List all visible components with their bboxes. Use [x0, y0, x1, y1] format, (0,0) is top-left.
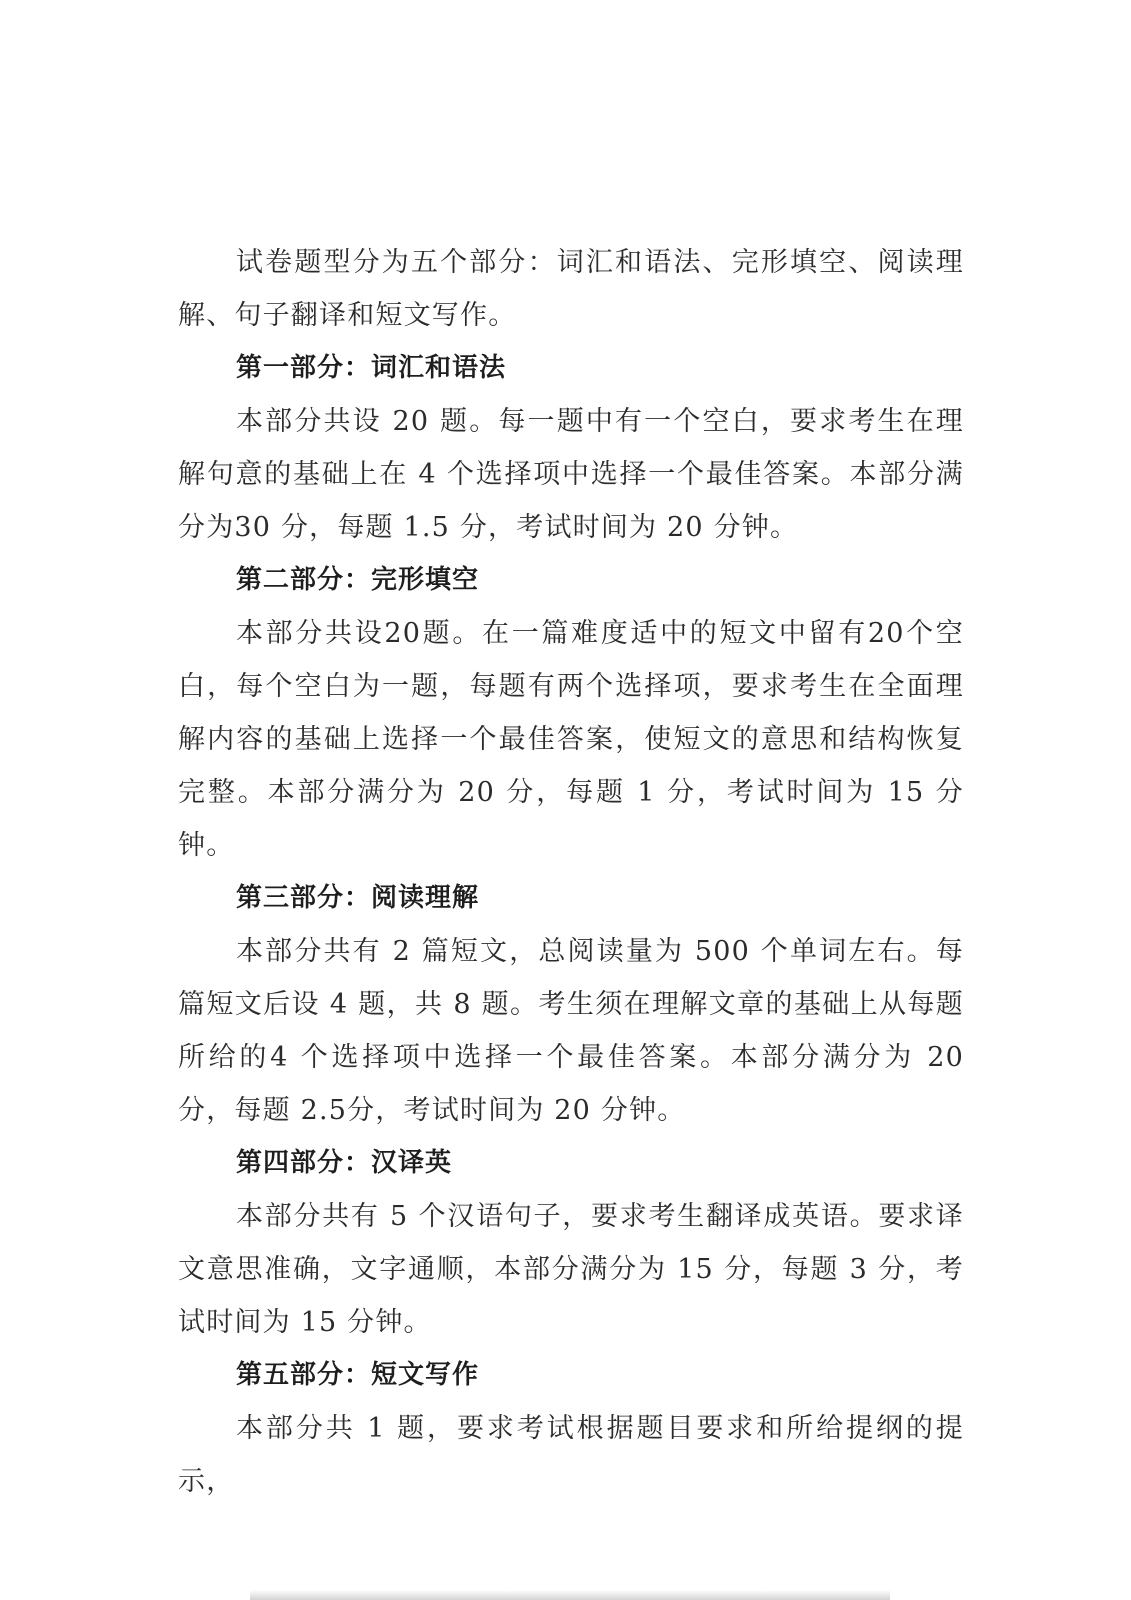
section-heading-5: 第五部分：短文写作: [236, 1360, 480, 1390]
intro-paragraph: 试卷题型分为五个部分：词汇和语法、完形填空、阅读理解、句子翻译和短文写作。: [178, 247, 964, 331]
section-body-3: 本部分共有 2 篇短文，总阅读量为 500 个单词左右。每篇短文后设 4 题，共 8 题。考生须在理解文章的基础上从每题所给的4 个选择项中选择一个最佳答案。本部分满分为 20 分，每题 2.5分，考试时间为 20 分钟。: [178, 936, 964, 1126]
section-heading-4: 第四部分：汉译英: [236, 1148, 453, 1178]
section-heading-3: 第三部分：阅读理解: [236, 883, 480, 913]
section-body-1: 本部分共设 20 题。每一题中有一个空白，要求考生在理解句意的基础上在 4 个选择项中选择一个最佳答案。本部分满分为30 分，每题 1.5 分，考试时间为 20 分钟。: [178, 406, 964, 543]
section-heading-1: 第一部分：词汇和语法: [236, 353, 507, 383]
next-page-bleed: [250, 1590, 890, 1600]
section-body-5: 本部分共 1 题，要求考试根据题目要求和所给提纲的提示，: [178, 1413, 964, 1497]
section-heading-2: 第二部分：完形填空: [236, 565, 480, 595]
section-body-2: 本部分共设20题。在一篇难度适中的短文中留有20个空白，每个空白为一题，每题有两个选择项，要求考生在全面理解内容的基础上选择一个最佳答案，使短文的意思和结构恢复完整。本部分满分为 20 分，每题 1 分，考试时间为 15 分钟。: [178, 618, 964, 861]
document-body: [178, 236, 964, 1508]
section-body-4: 本部分共有 5 个汉语句子，要求考生翻译成英语。要求译文意思准确，文字通顺，本部分满分为 15 分，每题 3 分，考试时间为 15 分钟。: [178, 1201, 964, 1338]
